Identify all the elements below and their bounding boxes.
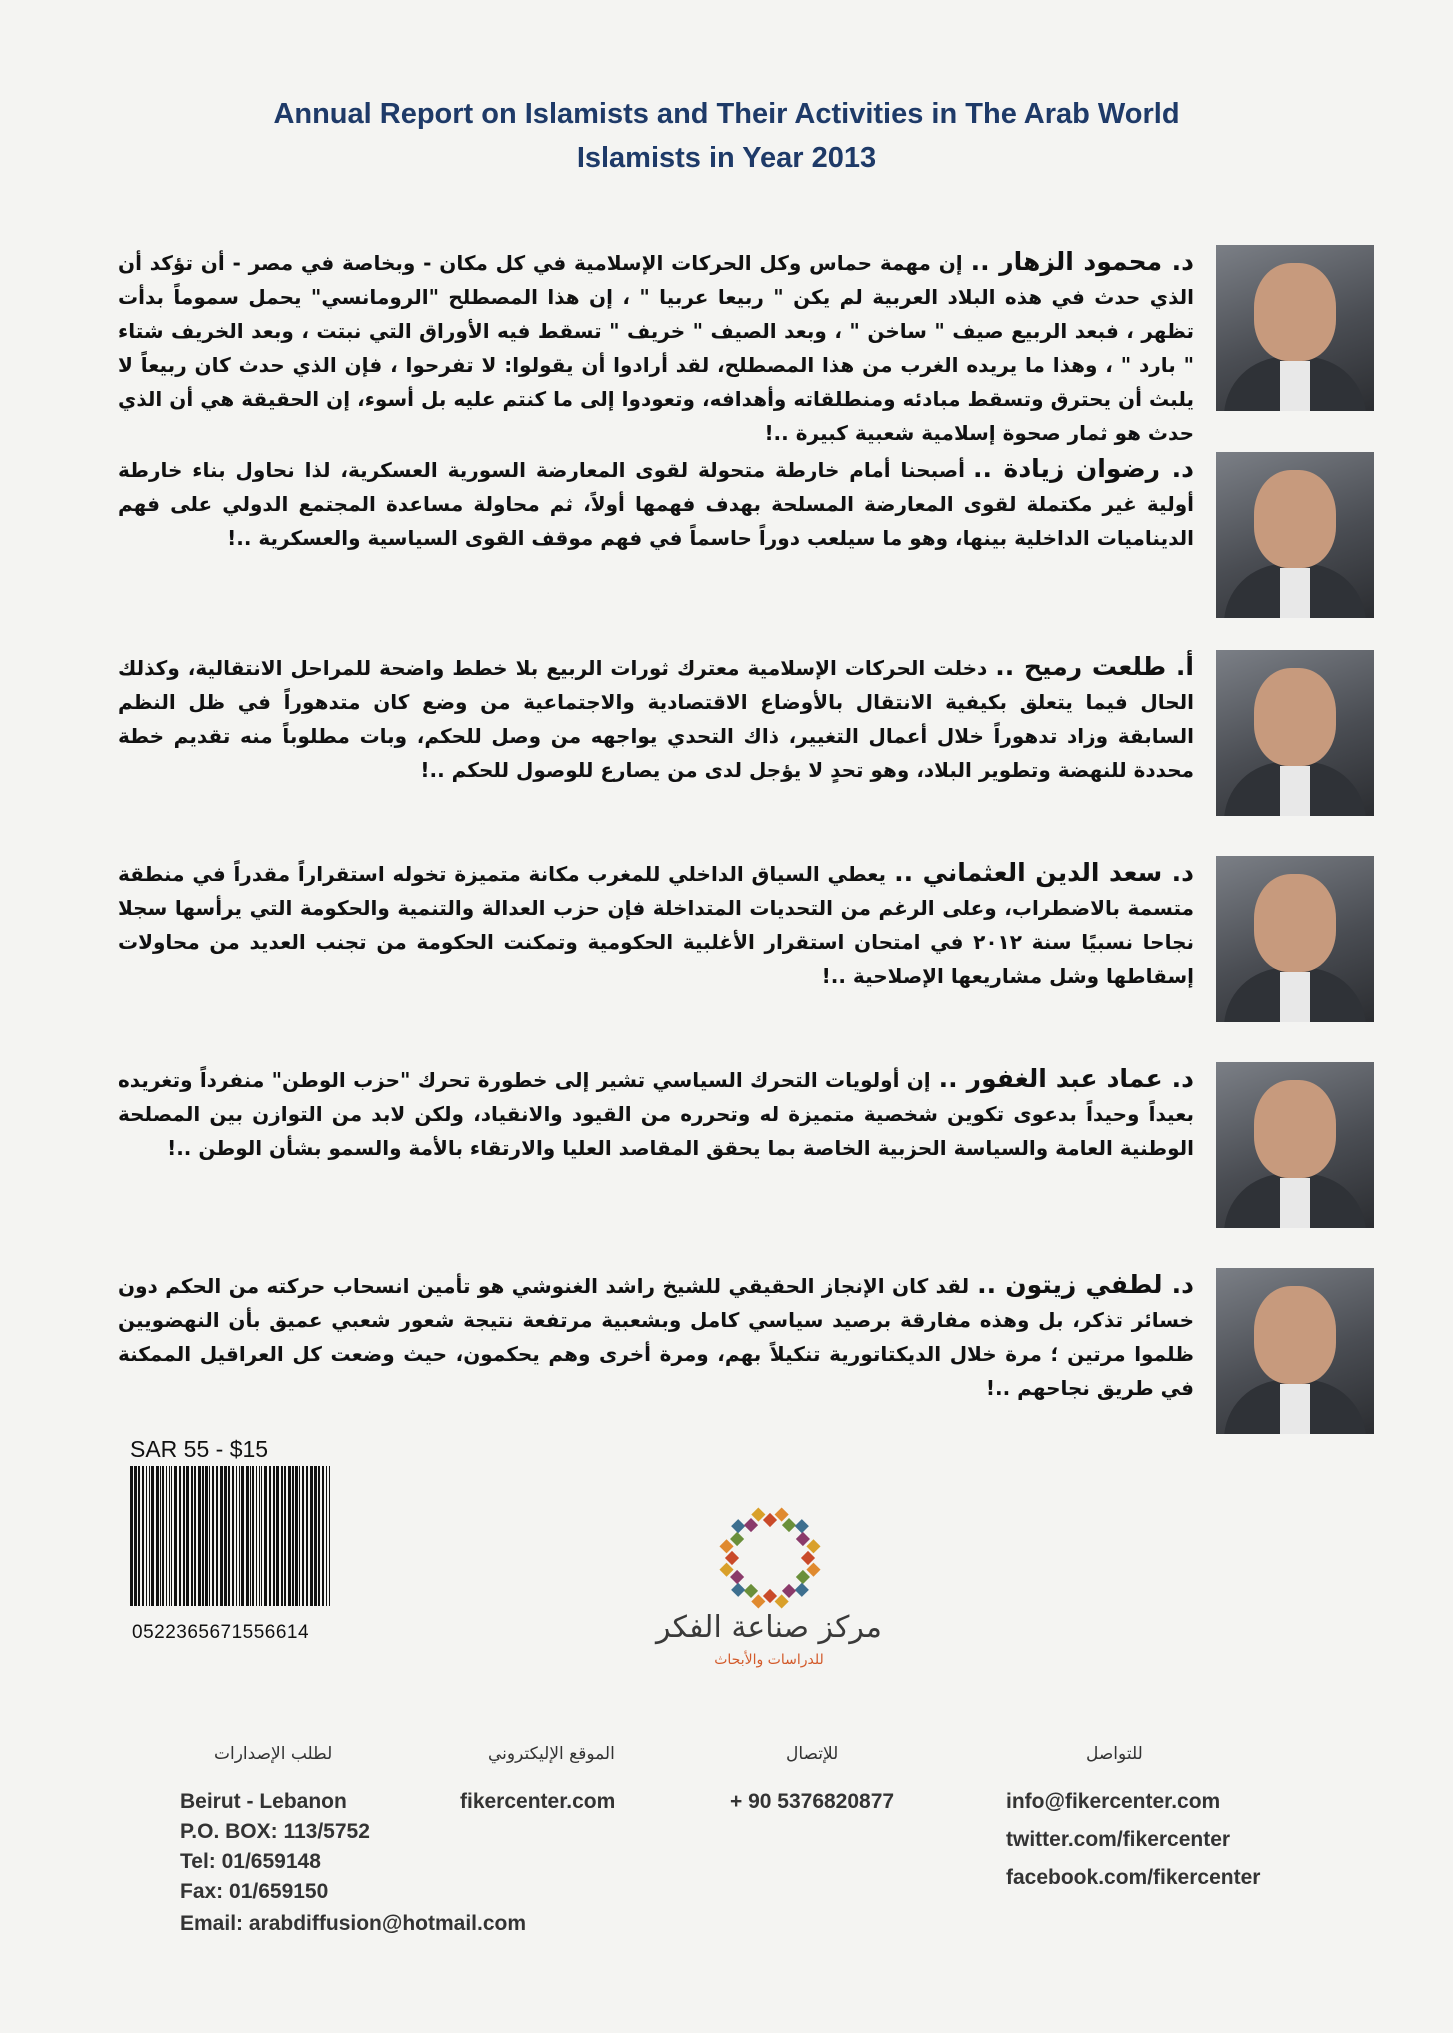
website-heading: الموقع الإليكتروني [488,1744,615,1764]
barcode-bar [329,1466,330,1606]
barcode-bar [252,1466,254,1606]
barcode-bar [198,1466,201,1606]
barcode-bar [261,1466,262,1606]
barcode-bar [302,1466,304,1606]
logo-tile [795,1583,809,1597]
quote-entry [118,452,1374,622]
orders-heading: لطلب الإصدارات [214,1744,333,1764]
barcode-bar [228,1466,230,1606]
address-email[interactable]: Email: arabdiffusion@hotmail.com [180,1912,527,1935]
barcode-bar [246,1466,249,1606]
logo-subtitle: للدراسات والأبحاث [714,1652,824,1668]
quote-entry [118,856,1374,1026]
quote-text [118,650,1194,787]
author-photo [1216,452,1374,618]
barcode-bar [212,1466,214,1606]
barcode-bar [194,1466,196,1606]
barcode-bar [171,1466,172,1606]
author-photo [1216,1268,1374,1434]
author-name: أ. طلعت رميح .. [995,652,1195,681]
barcode-bar [151,1466,154,1606]
barcode-bar [273,1466,275,1606]
barcode [128,1466,334,1606]
barcode-bar [295,1466,298,1606]
author-name: د. عماد عبد الغفور .. [938,1064,1194,1093]
barcode-bar [183,1466,185,1606]
barcode-bar [142,1466,144,1606]
quote-body: إن أولويات التحرك السياسي تشير إلى خطورة تحرك "حزب الوطن" منفرداً وتغريده بعيداً وحيداً بدعوى تكوين شخصية متميزة له وتحرره من القيود والانقياد، ولكن لابد من التوازن بين المصلحة الوطنية العامة والسياسة الحزبية الخاصة بما يحقق المقاصد العليا والارتقاء بالأمة والسمو بشأن الوطن ..! [118,1068,1194,1160]
logo-tile [795,1519,809,1533]
author-name: د. لطفي زيتون .. [977,1270,1194,1299]
quote-text [118,1062,1194,1165]
barcode-bar [160,1466,161,1606]
barcode-bar [284,1466,286,1606]
quote-entry [118,1062,1374,1232]
logo-tile [782,1518,796,1532]
logo-tile [731,1583,745,1597]
phone-number: + 90 5376820877 [730,1790,895,1813]
quote-body: يعطي السياق الداخلي للمغرب مكانة متميزة تخوله استقراراً مقدراً في منطقة متسمة بالاضطراب، وعلى الرغم من التحديات المتداخلة فإن حزب العدالة والتنمية والحكومة التي يرأسها سجلا نجاحا نسبيًا سنة ٢٠١٢ في امتحان استقرار الأغلبية الحكومية وتمكنت الحكومة من تجنب العديد من محاولات إسقاطها وشل مشاريعها الإصلاحية ..! [118,862,1194,988]
barcode-bar [130,1466,133,1606]
twitter-link[interactable]: twitter.com/fikercenter [1006,1828,1231,1851]
logo-tile [796,1532,810,1546]
logo-tile [719,1539,733,1553]
quote-entry [118,245,1374,445]
barcode-bar [220,1466,223,1606]
quote-body: دخلت الحركات الإسلامية معترك ثورات الربيع بلا خطط واضحة للمراحل الانتقالية، وكذلك الحال فيما يتعلق بكيفية الانتقال بالأوضاع الاقتصادية والاجتماعية من وضع كان متدهوراً في ظل النظم السابقة وزاد تدهوراً خلال أعمال التغيير، ذاك التحدي يواجهه من وصل للحكم، وبات مطلوباً منه تقديم خطة محددة للنهضة وتطوير البلاد، وهو تحدٍ لا يؤجل لدى من يصارع للوصول للحكم ..! [118,656,1194,782]
logo-tile [806,1539,820,1553]
price-label: SAR 55 - $15 [130,1436,269,1462]
barcode-bar [292,1466,294,1606]
author-photo [1216,650,1374,816]
barcode-bar [241,1466,244,1606]
author-name: د. رضوان زيادة .. [972,454,1194,483]
quote-entry [118,1268,1374,1438]
barcode-bar [205,1466,208,1606]
logo-tile [782,1584,796,1598]
quote-text [118,856,1194,993]
quote-body: أصبحنا أمام خارطة متحولة لقوى المعارضة السورية العسكرية، لذا نحاول بناء خارطة أولية غير مكتملة لقوى المعارضة المسلحة بهدف فهمها أولاً، ثم محاولة مساعدة المجتمع الدولي على فهم الديناميات الداخلية بينها، وهو ما سيلعب دوراً حاسماً في فهم موقف القوى السياسية والعسكرية ..! [118,458,1194,550]
logo-tile [744,1518,758,1532]
address-pobox: P.O. BOX: 113/5752 [180,1820,370,1843]
barcode-bar [326,1466,327,1606]
barcode-bar [264,1466,267,1606]
barcode-bar [209,1466,210,1606]
barcode-bar [276,1466,279,1606]
barcode-bar [269,1466,271,1606]
email-link[interactable]: info@fikercenter.com [1006,1790,1221,1813]
author-name: د. محمود الزهار .. [970,247,1194,276]
logo-tile [725,1551,739,1565]
social-heading: للتواصل [1086,1744,1143,1764]
barcode-bar [146,1466,147,1606]
barcode-bar [149,1466,150,1606]
logo-tile [796,1570,810,1584]
barcode-bar [216,1466,218,1606]
quote-text [118,245,1194,450]
logo-tile [775,1507,789,1521]
address-tel: Tel: 01/659148 [180,1850,321,1873]
logo-tile [731,1519,745,1533]
barcode-bar [239,1466,240,1606]
barcode-bar [250,1466,251,1606]
barcode-bar [138,1466,140,1606]
phone-heading: للإتصال [786,1744,839,1764]
logo-tile [744,1584,758,1598]
barcode-bar [256,1466,257,1606]
barcode-bar [202,1466,204,1606]
barcode-bar [179,1466,181,1606]
logo-tile [801,1551,815,1565]
barcode-bar [191,1466,193,1606]
barcode-bar [186,1466,189,1606]
logo-name: مركز صناعة الفكر [656,1610,882,1645]
author-photo [1216,245,1374,411]
address-fax: Fax: 01/659150 [180,1880,329,1903]
facebook-link[interactable]: facebook.com/fikercenter [1006,1866,1261,1889]
author-name: د. سعد الدين العثماني .. [894,858,1195,887]
logo-tile [806,1563,820,1577]
barcode-bar [224,1466,227,1606]
logo-tile [751,1507,765,1521]
author-photo [1216,856,1374,1022]
logo-tile [730,1570,744,1584]
barcode-bar [166,1466,167,1606]
title-line-2: Islamists in Year 2013 [576,142,877,174]
barcode-number: 0522365671556614 [132,1622,310,1643]
quote-text [118,1268,1194,1405]
logo-tile [775,1594,789,1608]
logo-tile [763,1589,777,1603]
logo-icon [718,1506,822,1610]
barcode-bar [281,1466,283,1606]
barcode-bar [306,1466,308,1606]
barcode-bar [288,1466,291,1606]
website-link[interactable]: fikercenter.com [460,1790,616,1813]
report-title [0,92,1453,180]
barcode-bar [259,1466,260,1606]
quote-body: لقد كان الإنجاز الحقيقي للشيخ راشد الغنوشي هو تأمين انسحاب حركته من الحكم دون خسائر تذكر، بل وهذه مفارقة برصيد سياسي كامل وبشعبية مرتفعة نتيجة شعور شعبي عميق بأن النهضويين ظلموا مرتين ؛ مرة خلال الديكتاتورية تنكيلاً بهم، ومرة أخرى وهم يحكمون، حيث وضعت كل العراقيل الممكنة في طريق نجاحهم ..! [118,1274,1194,1400]
quote-text [118,452,1194,555]
logo-tile [763,1513,777,1527]
logo-tile [719,1563,733,1577]
logo-tile [730,1532,744,1546]
quote-body: إن مهمة حماس وكل الحركات الإسلامية في كل مكان - وبخاصة في مصر - أن تؤكد أن الذي حدث في هذه البلاد العربية لم يكن " ربيعا عربيا " ، إن هذا المصطلح "الرومانسي" يحمل سموماً بدأت تظهر ، فبعد الربيع صيف " ساخن " ، وبعد الصيف " خريف " تسقط فيه الأوراق التي نبتت ، وبعد الخريف شتاء " بارد " ، وهذا ما يريده الغرب من هذا المصطلح، لقد أرادوا أن يقولوا: لا تفرحوا ، فإن الذي حدث كان ربيعاً لا يلبث أن يحترق وتسقط مبادئه ومنطلقاته وأهدافه، وتعودوا إلى ما كنتم عليه بل أسوء، إن الحقيقة هي أن الذي حدث هو ثمار صحوة إسلامية شعبية كبيرة ..! [118,251,1194,445]
quote-entry [118,650,1374,820]
title-line-1: Annual Report on Islamists and Their Activities in The Arab World [273,98,1180,130]
author-photo [1216,1062,1374,1228]
barcode-bar [299,1466,300,1606]
address-city: Beirut - Lebanon [180,1790,347,1813]
barcode-bar [162,1466,164,1606]
barcode-bar [134,1466,137,1606]
barcode-bar [314,1466,317,1606]
barcode-bar [322,1466,324,1606]
barcode-bar [156,1466,159,1606]
barcode-bar [236,1466,237,1606]
barcode-bar [232,1466,234,1606]
logo-tile [751,1594,765,1608]
barcode-bar [310,1466,313,1606]
barcode-bar [318,1466,320,1606]
barcode-bar [174,1466,177,1606]
barcode-bar [169,1466,170,1606]
